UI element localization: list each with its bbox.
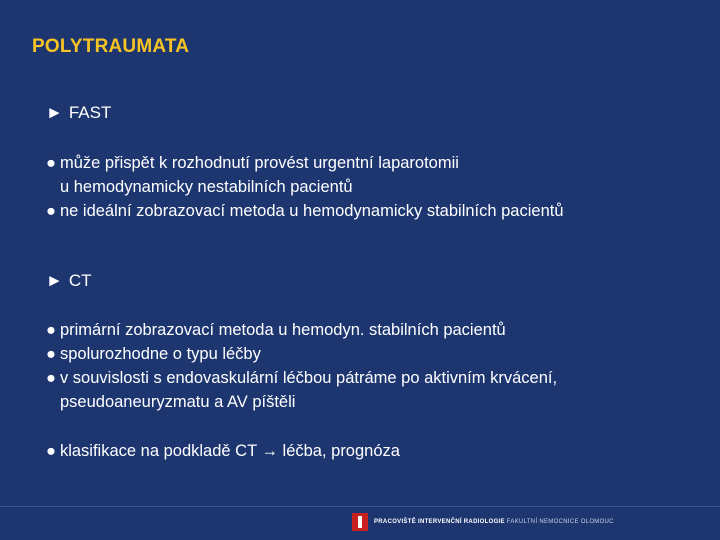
dot-bullet-icon: ●	[46, 154, 56, 172]
footer-hospital: FAKULTNÍ NEMOCNICE OLOMOUC	[506, 519, 614, 525]
dot-bullet-icon: ●	[46, 321, 56, 339]
list-item	[46, 366, 557, 414]
section-heading-fast	[46, 103, 111, 123]
bullet-text: spolurozhodne o typu léčby	[59, 345, 261, 363]
dot-bullet-icon: ●	[46, 369, 56, 387]
list-item	[46, 318, 557, 342]
section-heading-label: CT	[68, 271, 92, 290]
list-item	[46, 199, 564, 223]
list-item	[46, 151, 564, 199]
bullet-text-continuation: u hemodynamicky nestabilních pacientů	[60, 178, 353, 196]
bullet-text: v souvislosti s endovaskulární léčbou pátráme po aktivním krvácení,	[59, 369, 558, 387]
fast-bullet-list	[46, 151, 564, 223]
footer-department: PRACOVIŠTĚ INTERVENČNÍ RADIOLOGIE	[374, 519, 505, 525]
hospital-logo-icon	[352, 513, 368, 531]
bullet-text: primární zobrazovací metoda u hemodyn. stabilních pacientů	[59, 321, 506, 339]
bullet-text: ne ideální zobrazovací metoda u hemodynamicky stabilních pacientů	[59, 202, 564, 220]
bullet-text: může přispět k rozhodnutí provést urgentní laparotomii	[59, 154, 459, 172]
dot-bullet-icon: ●	[46, 202, 56, 220]
arrow-bullet-icon: ►	[46, 103, 63, 122]
footer	[352, 513, 614, 531]
page-title: POLYTRAUMATA	[32, 36, 190, 57]
section-heading-ct	[46, 271, 92, 291]
section-heading-label: FAST	[68, 103, 112, 122]
list-item	[46, 439, 400, 463]
bullet-text-continuation: pseudoaneuryzmatu a AV píštěli	[60, 393, 296, 411]
bullet-text: klasifikace na podkladě CT → léčba, prognóza	[59, 442, 400, 460]
ct-bullet-list	[46, 318, 557, 414]
list-item	[46, 342, 557, 366]
footer-divider	[0, 506, 720, 507]
ct-bullet-list-extra	[46, 439, 400, 463]
arrow-bullet-icon: ►	[46, 271, 63, 290]
footer-text	[374, 519, 614, 525]
dot-bullet-icon: ●	[46, 442, 56, 460]
dot-bullet-icon: ●	[46, 345, 56, 363]
